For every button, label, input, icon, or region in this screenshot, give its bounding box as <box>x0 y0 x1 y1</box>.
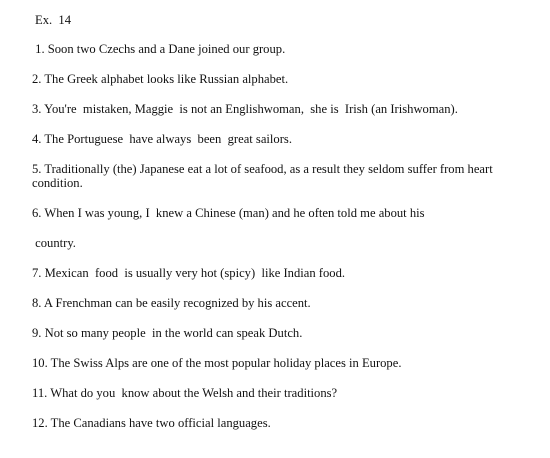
sentence-3: 3. You're mistaken, Maggie is not an Englishwoman, she is Irish (an Irishwoman). <box>32 102 458 116</box>
sentence-9: 9. Not so many people in the world can speak Dutch. <box>32 326 303 340</box>
sentence-6-continued: country. <box>32 236 76 250</box>
sentence-2: 2. The Greek alphabet looks like Russian alphabet. <box>32 72 289 86</box>
sentence-4: 4. The Portuguese have always been great sailors. <box>32 132 292 146</box>
sentence-7: 7. Mexican food is usually very hot (spicy) like Indian food. <box>32 266 346 280</box>
sentence-6: 6. When I was young, I knew a Chinese (man) and he often told me about his <box>32 206 425 220</box>
sentence-1: 1. Soon two Czechs and a Dane joined our group. <box>32 42 286 56</box>
sentence-10: 10. The Swiss Alps are one of the most popular holiday places in Europe. <box>32 356 402 370</box>
exercise-heading: Ex. 14 <box>35 13 72 27</box>
sentence-8: 8. A Frenchman can be easily recognized by his accent. <box>32 296 311 310</box>
sentence-11: 11. What do you know about the Welsh and their traditions? <box>32 386 338 400</box>
sentence-12: 12. The Canadians have two official languages. <box>32 416 271 430</box>
sentence-5: 5. Traditionally (the) Japanese eat a lot of seafood, as a result they seldom suffer from heart condition. <box>32 162 493 190</box>
